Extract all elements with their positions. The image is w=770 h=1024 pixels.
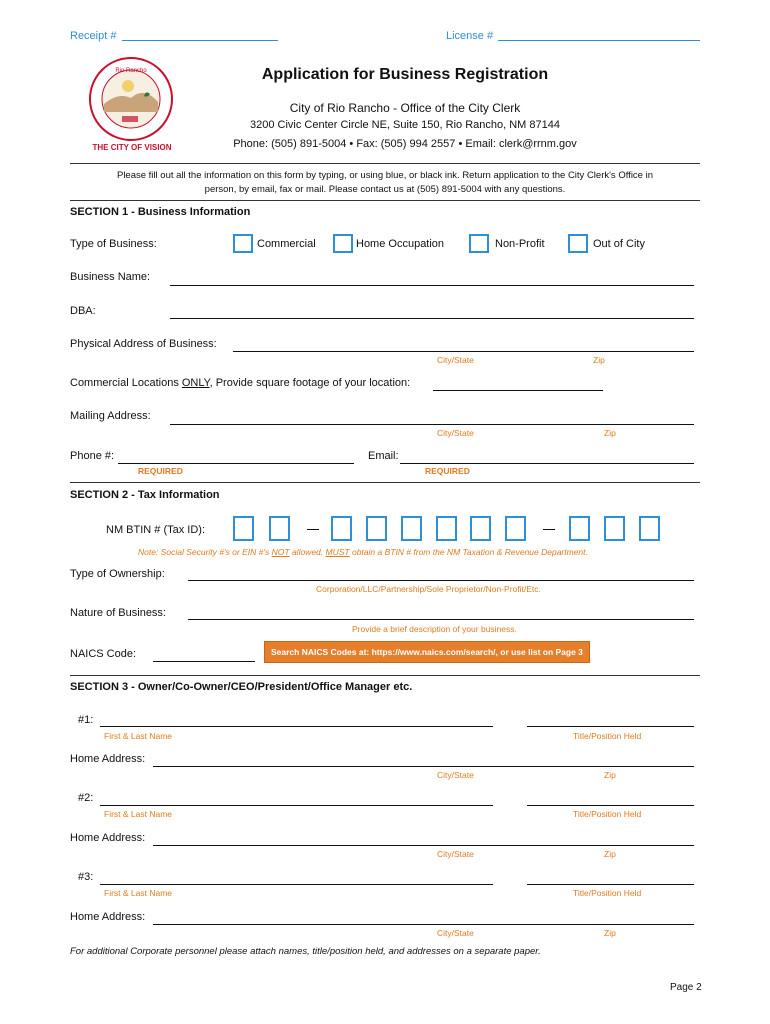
owner-3-number: #3: [78, 871, 94, 883]
instructions-line-2: person, by email, fax or mail. Please contact us at (505) 891-5004 with any questions. [204, 184, 566, 195]
owner-2-title-hint: Title/Position Held [573, 809, 642, 819]
phone-field[interactable] [118, 463, 354, 464]
naics-code-label: NAICS Code: [70, 648, 137, 660]
mailing-address-label: Mailing Address: [70, 410, 151, 422]
commercial-label: Commercial [257, 238, 316, 250]
zip-hint: Zip [604, 928, 616, 938]
zip-hint: Zip [604, 770, 616, 780]
city-state-hint: City/State [437, 355, 474, 365]
owner-2-name-field[interactable] [100, 805, 493, 806]
ownership-field[interactable] [188, 580, 694, 581]
office-address: 3200 Civic Center Circle NE, Suite 150, Rio Rancho, NM 87144 [250, 119, 560, 131]
zip-hint: Zip [604, 849, 616, 859]
btin-digit-10[interactable] [604, 516, 625, 541]
owner-1-title-hint: Title/Position Held [573, 731, 642, 741]
btin-digit-9[interactable] [569, 516, 590, 541]
zip-hint: Zip [604, 428, 616, 438]
owner-3-home-address-label: Home Address: [70, 911, 146, 923]
ownership-hint: Corporation/LLC/Partnership/Sole Proprietor/Non-Profit/Etc. [316, 584, 541, 594]
page-title: Application for Business Registration [261, 66, 549, 83]
nature-of-business-field[interactable] [188, 619, 694, 620]
owner-1-number: #1: [78, 714, 94, 726]
license-label: License # [446, 30, 494, 42]
owner-2-number: #2: [78, 792, 94, 804]
ownership-label: Type of Ownership: [70, 568, 165, 580]
non-profit-checkbox[interactable] [469, 234, 489, 253]
owner-3-title-field[interactable] [527, 884, 694, 885]
btin-digit-6[interactable] [436, 516, 457, 541]
owner-3-title-hint: Title/Position Held [573, 888, 642, 898]
mailing-address-field[interactable] [170, 424, 694, 425]
section-3-heading: SECTION 3 - Owner/Co-Owner/CEO/President/Office Manager etc. [70, 681, 413, 693]
type-of-business-label: Type of Business: [70, 238, 157, 250]
btin-digit-4[interactable] [366, 516, 387, 541]
btin-digit-3[interactable] [331, 516, 352, 541]
email-field[interactable] [400, 463, 694, 464]
additional-personnel-note: For additional Corporate personnel please attach names, title/position held, and addresses on a separate paper. [70, 946, 541, 957]
owner-3-home-address-field[interactable] [153, 924, 694, 925]
page-number: Page 2 [670, 982, 702, 993]
divider [70, 482, 700, 483]
zip-hint: Zip [593, 355, 605, 365]
owner-2-home-address-label: Home Address: [70, 832, 146, 844]
email-required: REQUIRED [425, 466, 470, 476]
divider [70, 675, 700, 676]
city-state-hint: City/State [437, 849, 474, 859]
license-field[interactable] [498, 40, 700, 41]
non-profit-label: Non-Profit [495, 238, 545, 250]
logo-caption: THE CITY OF VISION [92, 143, 172, 152]
physical-address-field[interactable] [233, 351, 694, 352]
out-of-city-checkbox[interactable] [568, 234, 588, 253]
btin-digit-11[interactable] [639, 516, 660, 541]
home-occupation-label: Home Occupation [356, 238, 445, 250]
instructions-line-1: Please fill out all the information on this form by typing, or using blue, or black ink. Return application to the City Clerk's Office in [116, 170, 653, 181]
office-contact: Phone: (505) 891-5004 • Fax: (505) 994 2557 • Email: clerk@rrnm.gov [233, 138, 577, 150]
naics-search-button[interactable]: Search NAICS Codes at: https://www.naics.com/search/, or use list on Page 3 [264, 641, 590, 663]
btin-digit-8[interactable] [505, 516, 526, 541]
city-state-hint: City/State [437, 428, 474, 438]
owner-1-home-address-field[interactable] [153, 766, 694, 767]
square-footage-label: Commercial Locations ONLY, Provide square footage of your location: [70, 377, 411, 389]
svg-text:Rio Rancho: Rio Rancho [115, 68, 147, 74]
out-of-city-label: Out of City [593, 238, 645, 250]
section-2-heading: SECTION 2 - Tax Information [70, 489, 220, 501]
owner-2-title-field[interactable] [527, 805, 694, 806]
divider [70, 163, 700, 164]
btin-separator [543, 529, 555, 530]
btin-digit-5[interactable] [401, 516, 422, 541]
section-1-heading: SECTION 1 - Business Information [70, 206, 251, 218]
btin-digit-7[interactable] [470, 516, 491, 541]
business-name-label: Business Name: [70, 271, 151, 283]
owner-1-home-address-label: Home Address: [70, 753, 146, 765]
btin-digit-1[interactable] [233, 516, 254, 541]
business-name-field[interactable] [170, 285, 694, 286]
btin-note: Note: Social Security #'s or EIN #'s NOT allowed. MUST obtain a BTIN # from the NM Taxation & Revenue Department. [138, 547, 588, 557]
owner-1-name-hint: First & Last Name [104, 731, 173, 741]
owner-2-name-hint: First & Last Name [104, 809, 173, 819]
nature-of-business-label: Nature of Business: [70, 607, 166, 619]
btin-separator [307, 529, 319, 530]
city-state-hint: City/State [437, 770, 474, 780]
owner-1-title-field[interactable] [527, 726, 694, 727]
square-footage-field[interactable] [433, 390, 603, 391]
owner-3-name-field[interactable] [100, 884, 493, 885]
phone-required: REQUIRED [138, 466, 183, 476]
owner-2-home-address-field[interactable] [153, 845, 694, 846]
divider [70, 200, 700, 201]
nature-of-business-hint: Provide a brief description of your business. [352, 624, 517, 634]
physical-address-label: Physical Address of Business: [70, 338, 217, 350]
dba-label: DBA: [70, 305, 96, 317]
receipt-field[interactable] [122, 40, 278, 41]
city-state-hint: City/State [437, 928, 474, 938]
btin-label: NM BTIN # (Tax ID): [106, 524, 206, 536]
owner-1-name-field[interactable] [100, 726, 493, 727]
btin-digit-2[interactable] [269, 516, 290, 541]
naics-code-field[interactable] [153, 661, 255, 662]
owner-3-name-hint: First & Last Name [104, 888, 173, 898]
email-label: Email: [368, 450, 399, 462]
phone-label: Phone #: [70, 450, 115, 462]
commercial-checkbox[interactable] [233, 234, 253, 253]
dba-field[interactable] [170, 318, 694, 319]
receipt-label: Receipt # [70, 30, 117, 42]
home-occupation-checkbox[interactable] [333, 234, 353, 253]
office-name: City of Rio Rancho - Office of the City Clerk [289, 101, 521, 115]
